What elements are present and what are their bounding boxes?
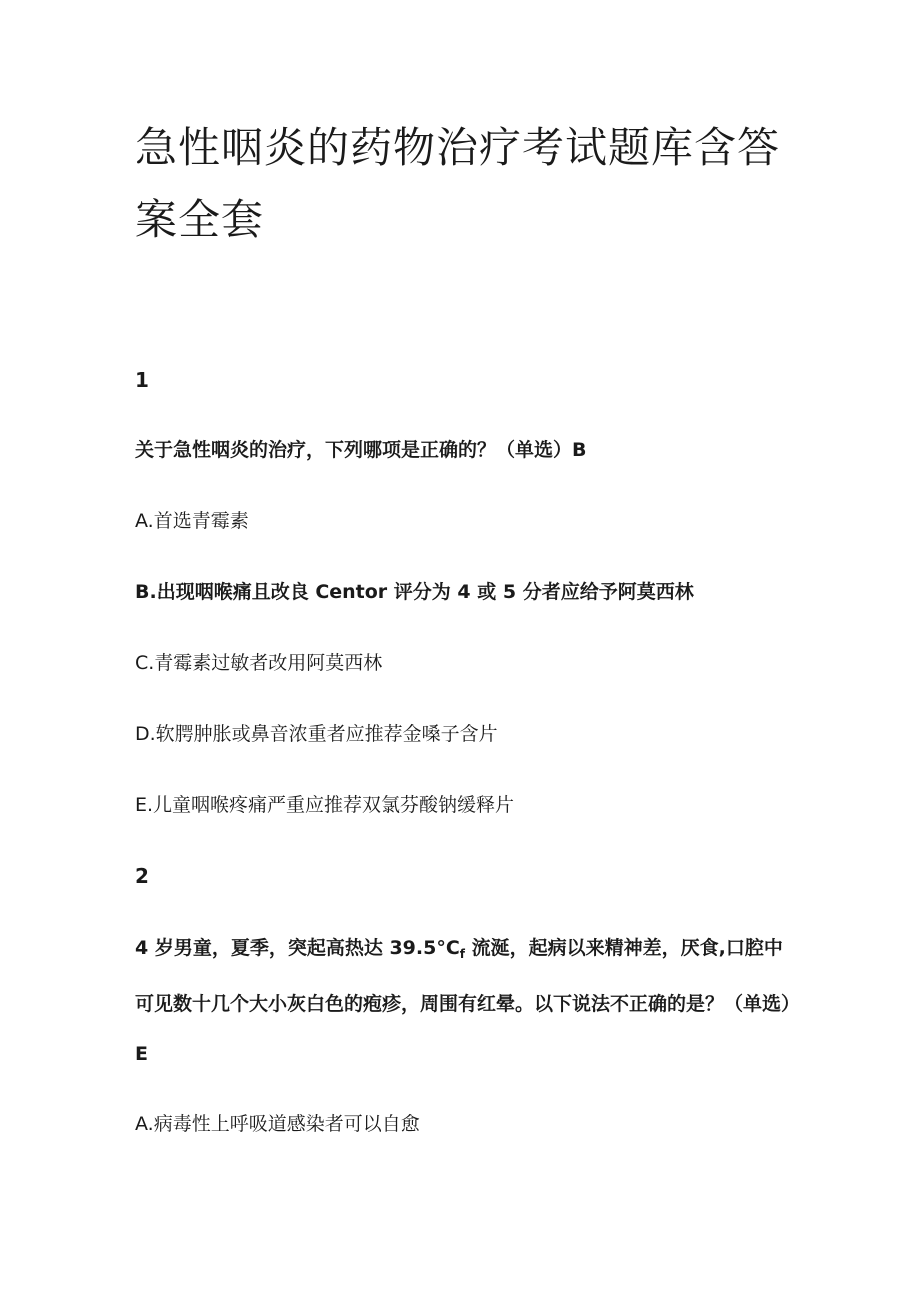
document-title: 急性咽炎的药物治疗考试题库含答案全套 <box>135 123 781 244</box>
question-stem-part: 4 岁男童，夏季，突起高热达 39.5°C <box>135 937 460 959</box>
option-d: D.软腭肿胀或鼻音浓重者应推荐金嗓子含片 <box>135 723 498 745</box>
question-stem: 关于急性咽炎的治疗，下列哪项是正确的？（单选）B <box>135 439 587 461</box>
question-number: 1 <box>135 368 149 392</box>
question-stem <box>135 923 795 1079</box>
option-a: A.首选青霉素 <box>135 510 249 532</box>
question-stem-part: 流涎，起病以来精神差，厌食,口腔中可见数十几个大小灰白色的疱疹，周围有红晕。以下说法不正确的是？（单选）E <box>135 937 791 1065</box>
option-c: C.青霉素过敏者改用阿莫西林 <box>135 652 383 674</box>
option-b-correct: B.出现咽喉痛且改良 Centor 评分为 4 或 5 分者应给予阿莫西林 <box>135 581 694 603</box>
question-stem-subscript: f <box>459 947 466 961</box>
option-a: A.病毒性上呼吸道感染者可以自愈 <box>135 1113 420 1135</box>
option-e: E.儿童咽喉疼痛严重应推荐双氯芬酸钠缓释片 <box>135 794 515 816</box>
question-number: 2 <box>135 864 149 888</box>
